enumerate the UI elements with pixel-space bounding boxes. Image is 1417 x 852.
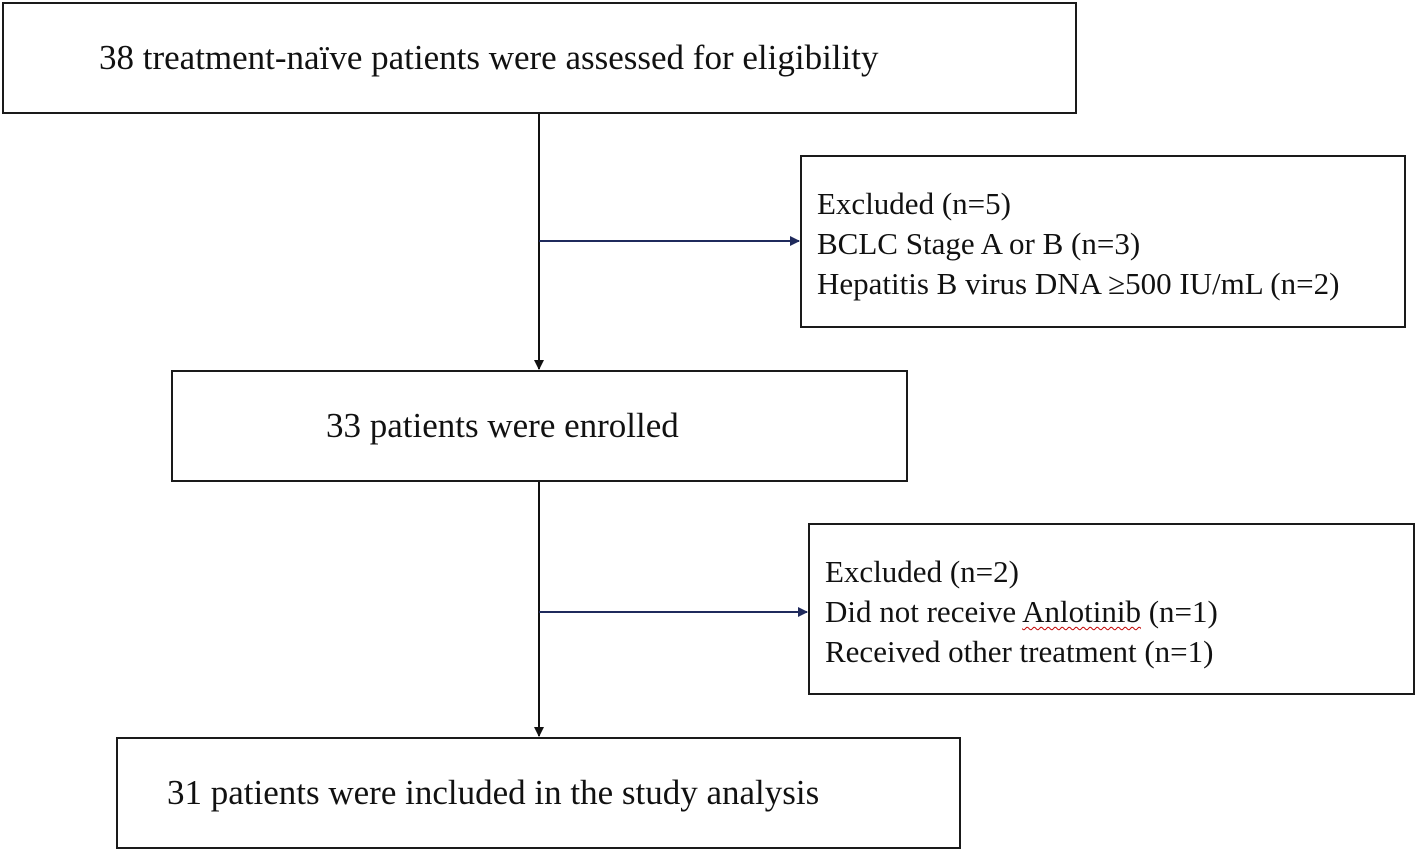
exclusion-2-reason-1-prefix: Did not receive xyxy=(825,594,1023,629)
exclusion-1-lines xyxy=(817,184,1339,304)
exclusion-1-reason-1: BCLC Stage A or B (n=3) xyxy=(817,226,1141,261)
exclusion-2-reason-1-suffix: (n=1) xyxy=(1140,594,1218,629)
assessed-text: 38 treatment-naïve patients were assessed for eligibility xyxy=(99,38,879,77)
enrolled-text: 33 patients were enrolled xyxy=(326,406,679,445)
analysis-text: 31 patients were included in the study analysis xyxy=(167,773,820,812)
exclusion-2-lines xyxy=(825,552,1218,672)
exclusion-1-reason-2: Hepatitis B virus DNA ≥500 IU/mL (n=2) xyxy=(817,266,1340,301)
enrolled-box xyxy=(171,370,908,482)
exclusion-box-1 xyxy=(800,155,1406,328)
anlotinib-word: Anlotinib xyxy=(1022,594,1141,629)
analysis-box xyxy=(116,737,961,849)
exclusion-box-2 xyxy=(808,523,1415,695)
exclusion-2-reason-1 xyxy=(825,592,1218,632)
assessed-box xyxy=(2,2,1077,114)
exclusion-2-reason-2: Received other treatment (n=1) xyxy=(825,634,1214,669)
exclusion-2-title: Excluded (n=2) xyxy=(825,554,1019,589)
exclusion-1-title: Excluded (n=5) xyxy=(817,186,1011,221)
